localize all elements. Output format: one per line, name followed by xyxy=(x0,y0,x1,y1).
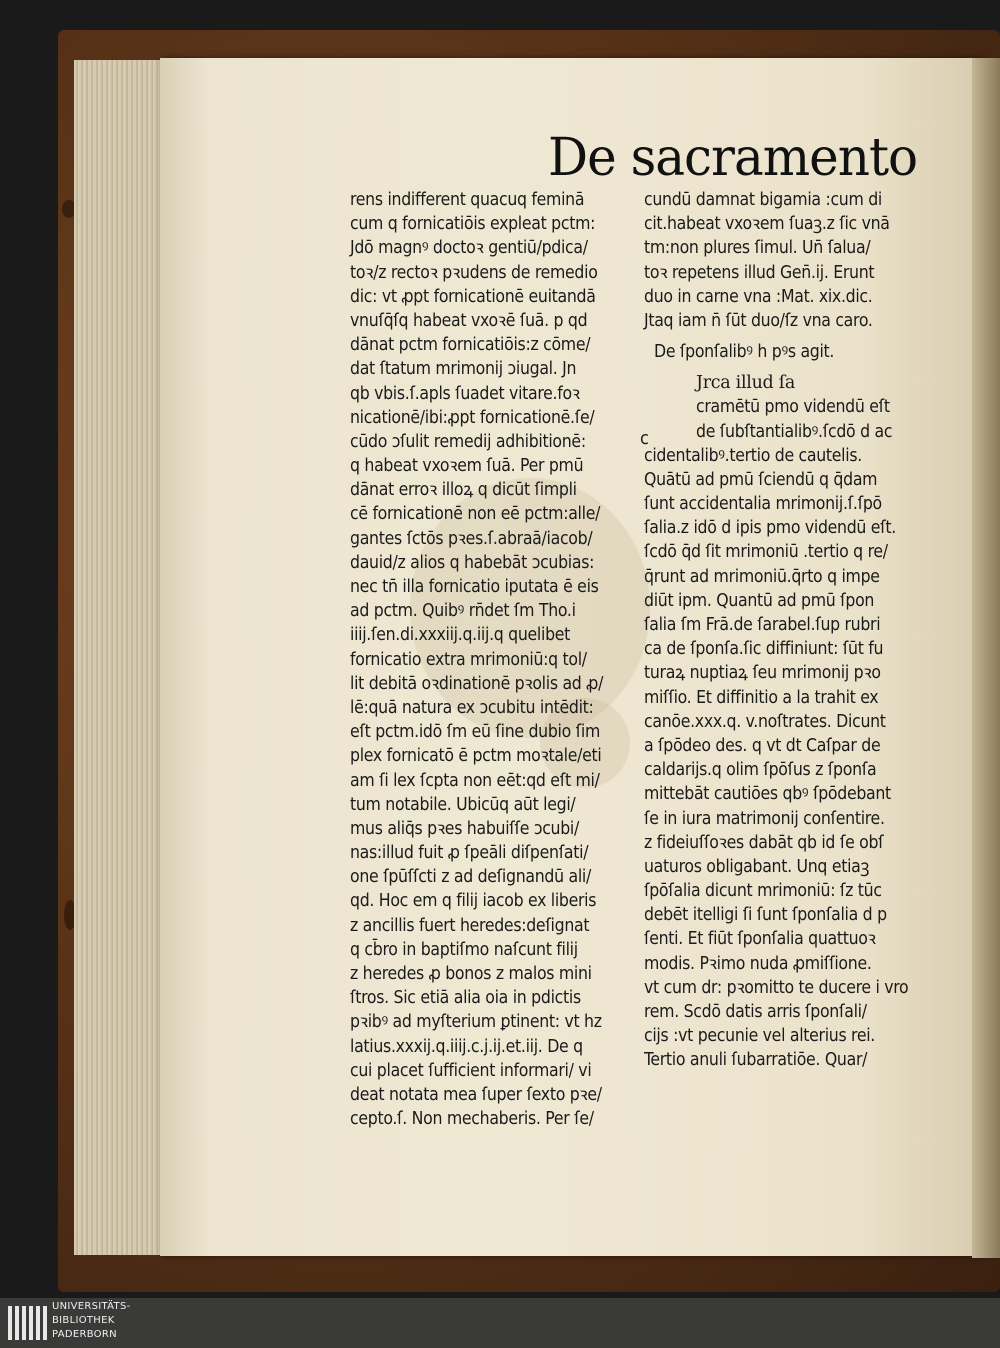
text-line: gantes ſctōs pꝛes.ſ.abraā/iacob/ xyxy=(350,528,593,549)
text-line: dānat pctm fornicatiōis:z cōme/ xyxy=(350,335,591,356)
text-line: de ſubſtantialibꝰ.ſcdō d ac xyxy=(696,421,893,442)
text-line: Jdō magnꝰ doctoꝛ gentiū/pdica/ xyxy=(350,238,588,259)
text-line: dānat erroꝛ illoꝝ q dicūt ſimpli xyxy=(350,480,577,501)
text-line: Tertio anuli ſubarratiōe. Quar/ xyxy=(644,1050,868,1071)
text-line: ſcdō q̄d ſit mrimoniū .tertio q re/ xyxy=(644,542,888,563)
footer-bar xyxy=(0,1298,1000,1348)
library-logo-icon xyxy=(8,1306,47,1340)
text-line: miſſio. Et diffinitio a la trahit ex xyxy=(644,687,879,708)
logo-line: PADERBORN xyxy=(52,1329,117,1340)
text-line: caldarijs.q olim ſpōſus z ſponſa xyxy=(644,760,877,781)
text-line: duo in carne vna :Mat. xix.dic. xyxy=(644,286,873,307)
page-edges xyxy=(74,60,174,1255)
text-line: ſalia.z idō d ipis pmo videndū eſt. xyxy=(644,518,896,539)
text-line: modis. Pꝛimo nuda ꝓmiſſione. xyxy=(644,953,872,974)
text-line: ſe in iura matrimonij conſentire. xyxy=(644,808,885,829)
text-line: a ſpōdeo des. q vt dt Caſpar de xyxy=(644,735,881,756)
text-line: ſpōſalia dicunt mrimoniū: ſz tūc xyxy=(644,881,882,902)
text-line: z ancillis fuert heredes:deſignat xyxy=(350,915,590,936)
initial-line: Jrca illud ſa xyxy=(696,373,796,394)
text-line: plex fornicatō ē pctm moꝛtale/eti xyxy=(350,746,602,767)
text-line: ad pctm. Quibꝰ rn̄det ſm Tho.i xyxy=(350,601,576,622)
text-line: dic: vt ꝓpt fornicationē euitandā xyxy=(350,286,596,307)
text-line: cui placet ſufficient informari/ vi xyxy=(350,1060,592,1081)
library-logo-text xyxy=(52,1300,131,1342)
text-line: pꝛibꝰ ad myſterium ꝑtinent: vt hz xyxy=(350,1012,602,1033)
text-line: lē:quā natura ex ɔcubitu intēdit: xyxy=(350,697,594,718)
text-line: z fideiuſſoꝛes dabāt qb id ſe obſ xyxy=(644,832,884,853)
text-line: q habeat vxoꝛem ſuā. Per pmū xyxy=(350,456,584,477)
text-line: z heredes ꝓ bonos z malos mini xyxy=(350,964,592,984)
text-line: cidentalibꝰ.tertio de cautelis. xyxy=(644,445,862,466)
text-line: nec tn̄ illa fornicatio iputata ē eis xyxy=(350,577,599,597)
text-line: cijs :vt pecunie vel alterius rei. xyxy=(644,1026,875,1047)
text-line: lit debitā oꝛdinationē pꝛolis ad ꝓ/ xyxy=(350,673,604,694)
text-line: toꝛ repetens illud Gen̄.ij. Erunt xyxy=(644,262,875,283)
text-line: iiij.ſen.di.xxxiij.q.iij.q quelibet xyxy=(350,625,571,646)
text-line: nas:illud fuit ꝓ ſpeāli diſpenſati/ xyxy=(350,843,589,864)
text-line: diūt ipm. Quantū ad pmū ſpon xyxy=(644,590,875,611)
text-line: dat ſtatum mrimonij ɔiugal. Jn xyxy=(350,359,577,380)
text-line: vt cum dr: pꝛomitto te ducere i vro xyxy=(644,977,909,998)
text-line: Jtaq iam n̄ ſūt duo/ſz vna caro. xyxy=(644,310,873,331)
text-line: cit.habeat vxoꝛem ſuaꝫ.z ſic vnā xyxy=(644,214,890,235)
text-line: turaꝝ nuptiaꝝ ſeu mrimonij pꝛo xyxy=(644,663,881,684)
text-line: rens indifferent quacuq feminā xyxy=(350,190,585,210)
text-line: debēt itelligi ſi ſunt ſponſalia d p xyxy=(644,905,887,926)
text-line: fornicatio extra mrimoniū:q tol/ xyxy=(350,649,587,670)
text-line: latius.xxxij.q.iiij.c.j.ij.et.iij. De q xyxy=(350,1036,583,1057)
text-line: cē fornicationē non eē pctm:alle/ xyxy=(350,504,601,525)
text-line: dauid/z alios q habebāt ɔcubias: xyxy=(350,552,595,573)
text-line: cundū damnat bigamia :cum di xyxy=(644,190,883,210)
text-line: tm:non plures ſimul. Un̄ ſalua/ xyxy=(644,238,871,259)
text-line: q̄runt ad mrimoniū.q̄rto q impe xyxy=(644,566,880,587)
right-column xyxy=(640,188,934,1073)
text-line: mus aliq̄s pꝛes habuiſſe ɔcubi/ xyxy=(350,818,580,839)
text-line: rem. Scdō datis arris ſponſali/ xyxy=(644,1002,867,1022)
text-line: nicationē/ibi:ꝓpt fornicationē.ſe/ xyxy=(350,407,595,428)
text-line: uaturos obligabant. Unq etiaꝫ xyxy=(644,856,870,877)
right-column-top xyxy=(644,188,934,333)
text-line: deat notata mea ſuper ſexto pꝛe/ xyxy=(350,1084,602,1105)
text-line: qb vbis.ſ.apls ſuadet vitare.foꝛ xyxy=(350,383,580,404)
text-line: cramētū pmo videndū eſt xyxy=(696,397,890,418)
text-line: toꝛ/z rectoꝛ pꝛudens de remedio xyxy=(350,262,598,283)
text-line: canōe.xxx.q. v.noſtrates. Dicunt xyxy=(644,711,886,732)
text-line: ſalia ſm Frā.de ſarabel.ſup rubri xyxy=(644,615,881,635)
text-line: Quātū ad pmū ſciendū q q̄dam xyxy=(644,469,878,490)
left-column xyxy=(350,188,630,1131)
text-line: vnuſq̄ſq habeat vxoꝛē ſuā. p qd xyxy=(350,310,588,331)
right-column-bottom xyxy=(644,395,934,1072)
logo-line: UNIVERSITÄTS- xyxy=(52,1301,131,1312)
text-line: cum q fornicatiōis expleat pctm: xyxy=(350,214,596,235)
text-line: cepto.ſ. Non mechaberis. Per ſe/ xyxy=(350,1109,594,1130)
text-line: mittebāt cautiōes qbꝰ ſpōdebant xyxy=(644,784,891,805)
text-line: am ſi lex ſcpta non eēt:qd eſt mi/ xyxy=(350,770,600,791)
page-gutter xyxy=(972,58,1000,1258)
text-line: ſunt accidentalia mrimonij.ſ.ſpō xyxy=(644,494,882,515)
text-line: eſt pctm.idō ſm eū ſine dubio ſim xyxy=(350,722,601,743)
text-line: ſtros. Sic etiā alia oia in pdictis xyxy=(350,988,581,1009)
text-line: one ſpūſſcti z ad deſignandū ali/ xyxy=(350,867,591,888)
text-line: tum notabile. Ubicūq aūt legi/ xyxy=(350,794,576,815)
text-line: qd. Hoc em q filij iacob ex liberis xyxy=(350,891,597,912)
text-line: ſenti. Et fiūt ſponſalia quattuoꝛ xyxy=(644,929,876,950)
page-heading: De sacramento xyxy=(548,126,918,188)
text-line: ca de ſponſa.ſic diffiniunt: ſūt fu xyxy=(644,639,884,660)
logo-line: BIBLIOTHEK xyxy=(52,1315,115,1326)
subheading: De ſponſalibꝰ h pꝰs agit. xyxy=(654,342,835,363)
text-line: cūdo ɔſulit remedij adhibitionē: xyxy=(350,431,586,452)
initial-marker: c xyxy=(640,428,649,449)
text-line: q cb̄ro in baptiſmo naſcunt filij xyxy=(350,939,578,960)
